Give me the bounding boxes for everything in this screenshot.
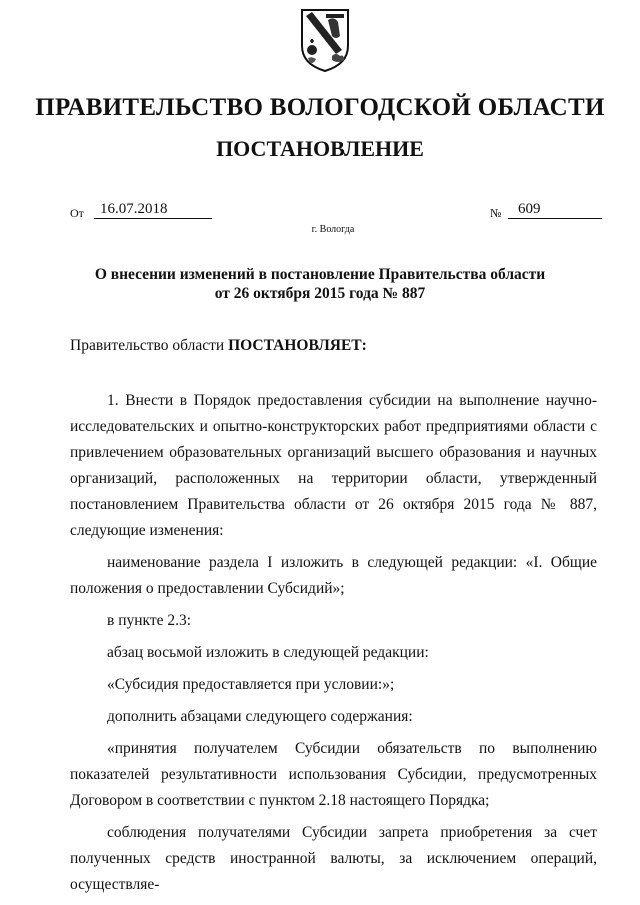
paragraph: дополнить абзацами следующего содержания:	[107, 708, 413, 725]
coat-of-arms-icon	[298, 6, 352, 74]
city-name: г. Вологда	[311, 224, 355, 235]
decree-prefix: Правительство области	[70, 337, 225, 354]
paragraph: наименование раздела I изложить в следующей редакции: «I. Общие положения о предоставлении Субсидий»;	[70, 554, 597, 597]
document-body	[70, 388, 597, 898]
number-label: №	[490, 206, 502, 220]
document-date: 16.07.2018	[94, 200, 212, 219]
subject-line-1: О внесении изменений в постановление Правительства области	[94, 266, 546, 283]
paragraph: соблюдения получателями Субсидии запрета приобретения за счет полученных средств иностранной валюты, за исключением операций, осуществляе-	[70, 824, 597, 893]
document-type: ПОСТАНОВЛЕНИЕ	[216, 136, 424, 161]
paragraph: 1. Внести в Порядок предоставления субсидии на выполнение научно-исследовательских и опытно-конструкторских работ предприятиями области с привлечением образовательных организаций высшего образования и научных организаций, расположенных на территории области, утвержденный постановлением Правительства области от 26 октября 2015 года № 887, следующие изменения:	[70, 392, 597, 539]
paragraph: абзац восьмой изложить в следующей редакции:	[107, 644, 429, 661]
decree-verb: ПОСТАНОВЛЯЕТ:	[228, 337, 367, 354]
government-name: ПРАВИТЕЛЬСТВО ВОЛОГОДСКОЙ ОБЛАСТИ	[35, 94, 605, 121]
decree-line	[70, 337, 367, 355]
document-subject	[0, 265, 640, 303]
paragraph: «Субсидия предоставляется при условии:»;	[107, 676, 395, 693]
paragraph: в пункте 2.3:	[107, 612, 192, 629]
subject-line-2: от 26 октября 2015 года № 887	[214, 285, 426, 302]
document-number: 609	[508, 200, 602, 219]
paragraph: «принятия получателем Субсидии обязательств по выполнению показателей результативности использования Субсидии, предусмотренных Договором в соответствии с пунктом 2.18 настоящего Порядка;	[70, 740, 597, 809]
date-label: От	[70, 206, 84, 220]
